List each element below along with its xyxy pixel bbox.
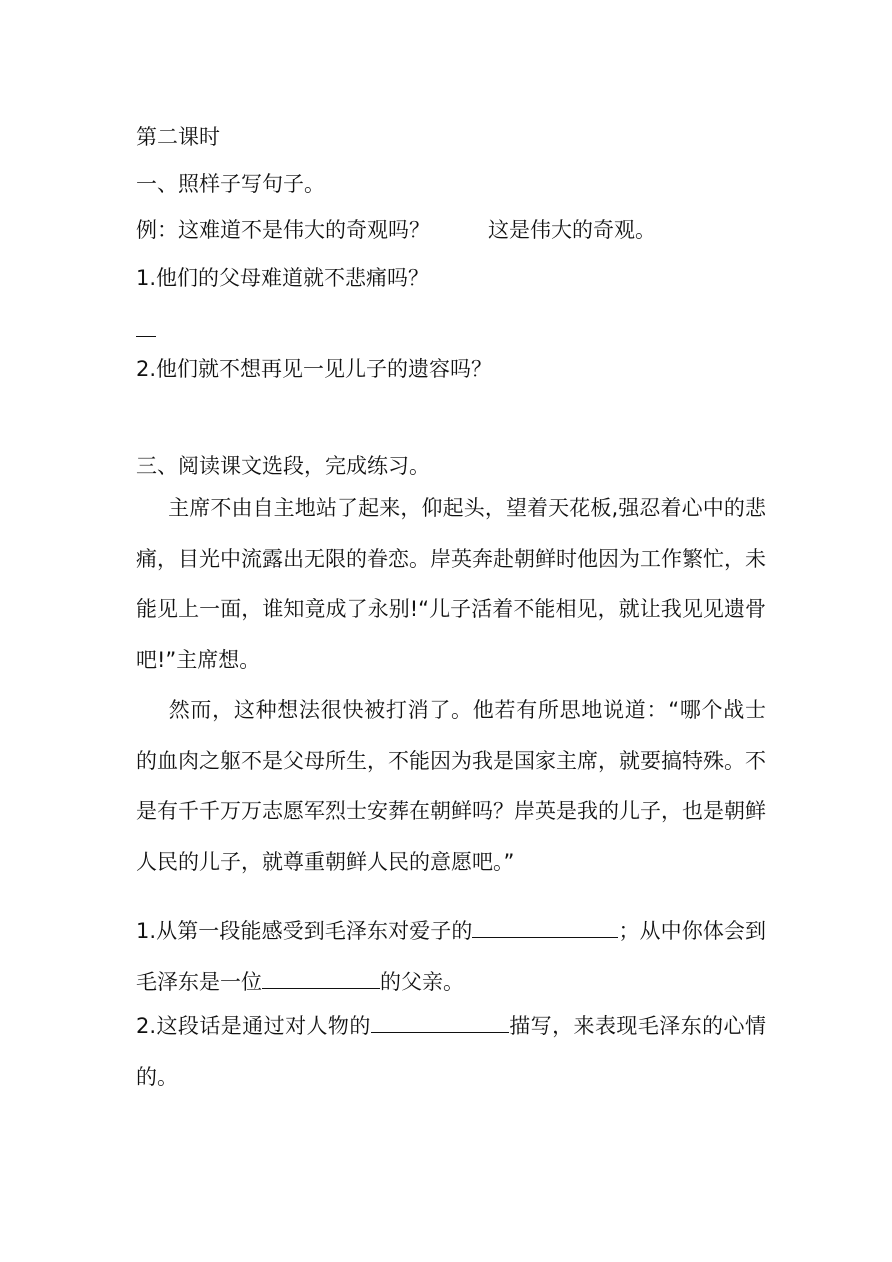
question-2: 2.他们就不想再见一见儿子的遗容吗？ xyxy=(136,357,493,381)
fill-blank-father[interactable] xyxy=(262,964,380,989)
lesson-title: 第二课时 xyxy=(136,125,220,149)
reading-question-2: 2.这段话是通过对人物的 描写，来表现毛泽东的心情的。 xyxy=(136,1001,766,1102)
example-answer: 这是伟大的奇观。 xyxy=(488,218,656,242)
reading-question-1: 1.从第一段能感受到毛泽东对爱子的 ；从中你体会到毛泽东是一位 的父亲。 xyxy=(136,906,766,1007)
answer-line-1 xyxy=(136,336,156,337)
example-sentence xyxy=(136,215,656,245)
fill-blank-feeling[interactable] xyxy=(472,913,618,938)
question-1: 1.他们的父母难道就不悲痛吗？ xyxy=(136,266,430,290)
passage-paragraph-1: 主席不由自主地站了起来，仰起头，望着天花板,强忍着心中的悲痛，目光中流露出无限的眷恋。岸英奔赴朝鲜时他因为工作繁忙，未能见上一面，谁知竟成了永别!“儿子活着不能相见，就让我见见遗骨吧!”主席想。 xyxy=(136,496,766,672)
example-question: 例：这难道不是伟大的奇观吗？ xyxy=(136,218,430,242)
fill-blank-description[interactable] xyxy=(371,1008,509,1033)
passage-paragraph-2: 然而，这种想法很快被打消了。他若有所思地说道：“哪个战士的血肉之躯不是父母所生，不能因为我是国家主席，就要搞特殊。不是有千千万万志愿军烈士安葬在朝鲜吗？岸英是我的儿子，也是朝鲜人民的儿子，就尊重朝鲜人民的意愿吧。” xyxy=(136,698,766,874)
section3-heading: 三、阅读课文选段，完成练习。 xyxy=(136,454,430,478)
section1-heading: 一、照样子写句子。 xyxy=(136,172,325,196)
